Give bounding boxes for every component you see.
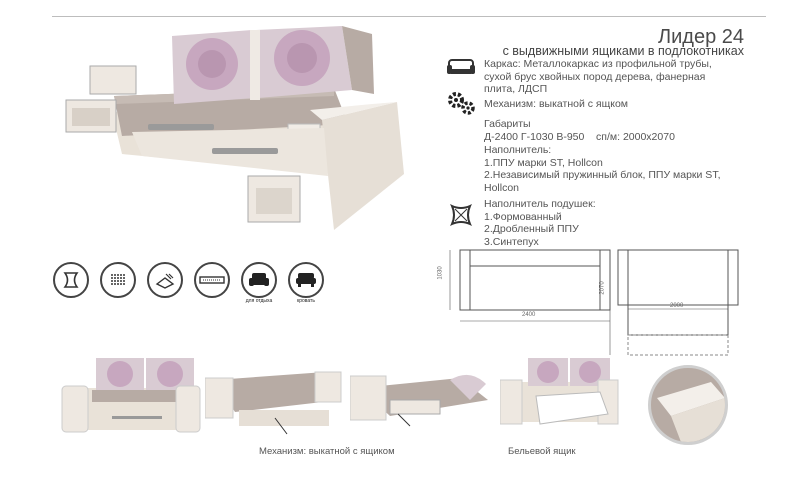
spring-block-icon xyxy=(100,262,136,298)
frame-shape-icon xyxy=(53,262,89,298)
armchair-badge xyxy=(240,262,278,304)
pillow-icon xyxy=(446,202,476,233)
filler-line: 1.ППУ марки ST, Hollcon xyxy=(484,156,603,169)
sofa-drawer-photo xyxy=(350,360,490,440)
bed-icon xyxy=(288,262,324,298)
filler-line: Hollcon xyxy=(484,181,520,194)
mechanism-caption: Механизм: выкатной с ящиком xyxy=(259,446,395,457)
dimensions-values xyxy=(484,131,675,144)
product-subtitle: с выдвижными ящиками в подлокотниках xyxy=(502,44,744,58)
armchair-icon xyxy=(241,262,277,298)
dimensions-block xyxy=(484,118,675,143)
frame-spec xyxy=(484,58,712,96)
dimensions-sizes: Д-2400 Г-1030 В-950 xyxy=(484,130,585,143)
pillows-heading: Наполнитель подушек: xyxy=(484,198,596,210)
dimensions-sleep: сп/м: 2000х2070 xyxy=(596,130,675,143)
sofa-closed-photo xyxy=(52,350,202,440)
top-divider xyxy=(52,16,766,17)
armrest-detail-circle xyxy=(648,365,728,445)
dimensions-heading: Габариты xyxy=(484,118,531,130)
sofa-hero-image xyxy=(52,24,422,249)
mechanism-text: Механизм: выкатной с ящком xyxy=(484,98,629,110)
bed-badge xyxy=(287,262,325,304)
bed-label: кровать xyxy=(297,298,315,304)
length-label: 2400 xyxy=(522,312,536,318)
frame-line: Каркас: Металлокаркас из профильной трубы, xyxy=(484,58,712,70)
sofa-linen-box-photo xyxy=(500,352,620,440)
sofa-unfolded-photo xyxy=(205,360,345,440)
depth-label: 1030 xyxy=(437,266,444,280)
sofa-icon xyxy=(446,56,476,83)
filler-heading: Наполнитель: xyxy=(484,144,552,156)
linen-caption: Бельевой ящик xyxy=(508,446,576,457)
layers-icon xyxy=(147,262,183,298)
filler-block xyxy=(484,144,720,194)
gears-icon xyxy=(446,90,476,121)
height-label: 2070 xyxy=(599,281,606,295)
product-title: Лидер 24 xyxy=(657,26,744,48)
pillows-block xyxy=(484,198,596,248)
filler-line: 2.Независимый пружинный блок, ППУ марки ST, xyxy=(484,169,721,181)
frame-line: сухой брус хвойных пород дерева, фанерная xyxy=(484,70,706,83)
frame-line: плита, ЛДСП xyxy=(484,83,548,95)
pillows-line: 3.Синтепух xyxy=(484,235,539,248)
sleep-length-label: 2000 xyxy=(670,303,684,309)
pillows-line: 2.Дробленный ППУ xyxy=(484,223,579,235)
mechanism-bar-icon xyxy=(194,262,230,298)
pillows-line: 1.Формованный xyxy=(484,210,562,223)
armchair-label: для отдыха xyxy=(245,298,273,304)
dimension-diagram xyxy=(437,245,770,360)
